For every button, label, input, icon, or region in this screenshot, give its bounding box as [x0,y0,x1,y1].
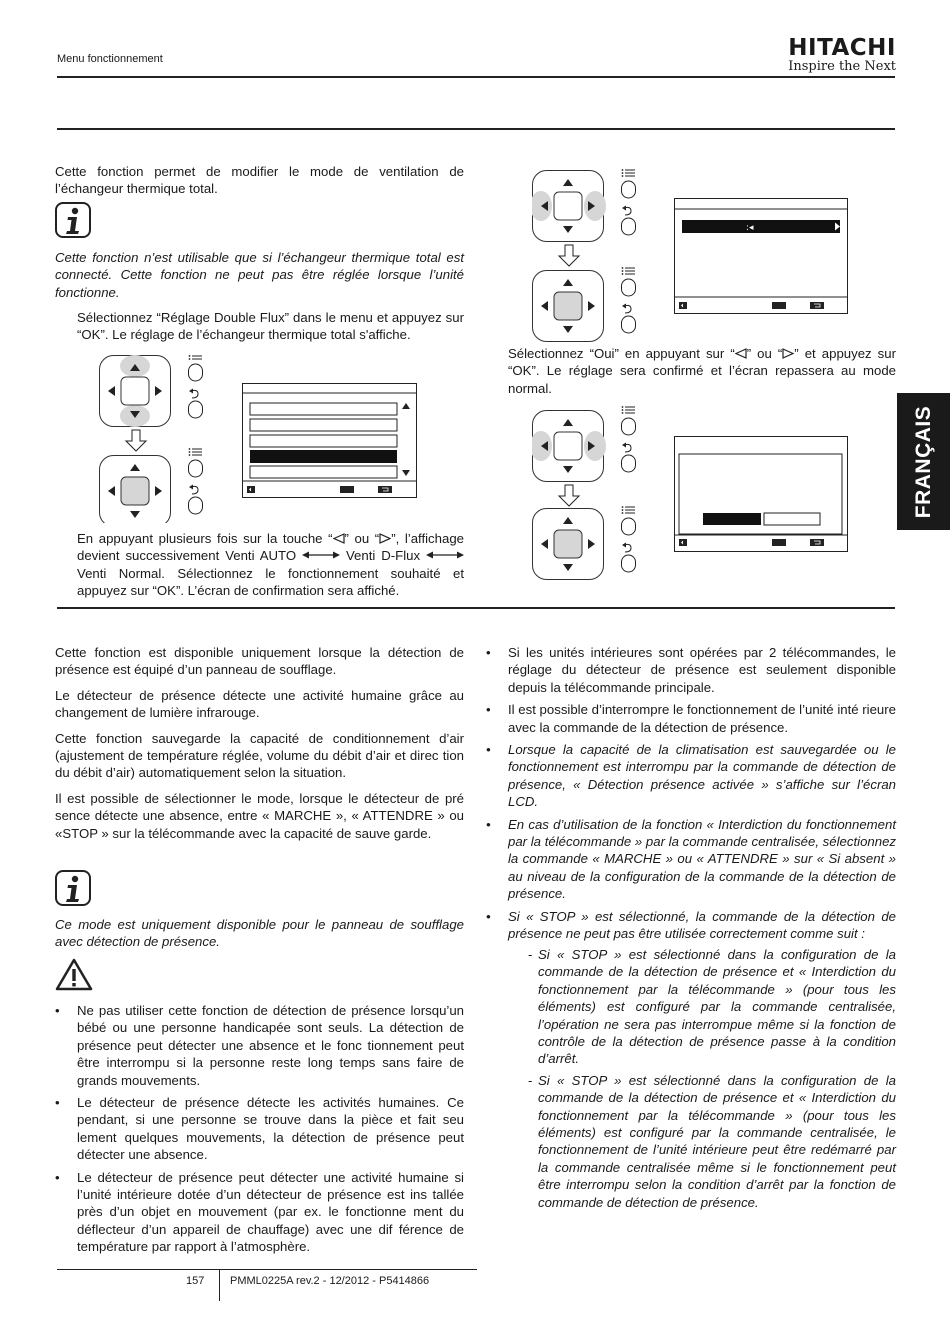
sub-item: - Si « STOP » est sélectionné dans la configuration de la commande de la détection de présence et « Interdiction du fonctionnement par la télécommande » (pour tous les éléments) est configuré par la commande centralisée, l’opération ne sera pas interrompue même si la fonction de contrôle de la détection de présence passe à la condition d’arrêt. [528,946,896,1068]
sub-item: - Si « STOP » est sélectionné dans la configuration de la commande de la détection de présence et « Interdiction du fonctionnement par la télécommande » (pour tous les éléments) est configuré par la commande centralisée, le fonctionnement de l’unité intérieure peut être redémarré par la commande centralisée même si le fonctionnement peut être interrompu selon la condition d’arrêt par la fonction de commande de détection de présence. [528,1072,896,1211]
section1-top-rule [57,128,895,130]
warning-list [55,1002,464,1261]
right-key-icon [379,533,391,544]
dpad-ok-icon [100,456,171,524]
step3-text: Sélectionnez “Oui” en appuyant sur “ [508,346,735,361]
section2-left-paragraphs [55,644,464,842]
right-bullet: • Il est possible d’interrompre le fonctionnement de l’unité inté rieure avec la commande de la détection de présence. [486,701,896,736]
language-tab-label: FRANÇAIS [911,405,935,518]
header-rule [57,76,895,78]
section1-note: Cette fonction n’est utilisable que si l’échangeur thermique total est connecté. Cette fonction ne peut pas être réglée lorsque l’unité fonctionne. [55,250,464,300]
section2-paragraph: Cette fonction sauvegarde la capacité de conditionnement d’air (ajustement de température réglée, volume du débit d’air et direc tion du débit d’air) automatiquement selon la situation. [55,730,464,781]
step2-text: En appuyant plusieurs fois sur la touche “ [77,531,333,546]
right-key-icon [782,348,794,359]
document-code: PMML0225A rev.2 - 12/2012 - P5414866 [230,1275,430,1287]
language-tab [897,393,950,530]
remote-figure-1 [99,355,419,523]
section2-paragraph: Il est possible de sélectionner le mode, lorsque le détecteur de pré sence détecte une absence, entre « MARCHE », « ATTENDRE » ou «STOP » sur la télécommande avec la capacité de sauve garde. [55,790,464,841]
section1-step2 [77,530,464,600]
menu-return-keys-icon [622,506,636,572]
section2-paragraph: Le détecteur de présence détecte une activité humaine grâce au changement de lumière infrarouge. [55,687,464,721]
section1-step3 [508,345,896,397]
footer-rule [57,1269,477,1270]
warning-item: • Le détecteur de présence peut détecter une activité humaine si l’unité intérieure dotée d’un détecteur de présence est ins tallée près d’un objet en mouvement (par ex. le fonctionne ment du déflecteur d’un appareil de chauffage) avec une dif férence de température par rapport à l’atmosphère. [55,1169,464,1256]
menu-return-keys-icon [622,267,636,333]
section2-top-rule [57,607,895,609]
double-arrow-icon [426,550,464,560]
step2-text: ”, l’affichage devient successivement Venti AUTO [77,531,464,564]
lcd-selector-glyph: :◂ [746,223,754,233]
brand-name: HITACHI [788,35,896,61]
section2-right-list [486,644,896,943]
right-bullet: • En cas d’utilisation de la fonction « Interdiction du fonctionnement par la télécommande » par la commande centralisée, sélectionnez la commande « MARCHE » ou « ATTENDRE » sur « Si absent » au niveau de la configuration de la commande de la détection de présence. [486,816,896,903]
left-key-icon [735,348,747,359]
down-arrow-icon [559,485,579,506]
sub-list [528,946,896,1215]
step2-text: ” ou “ [344,531,380,546]
menu-return-keys-icon [622,169,636,235]
dpad-ok-icon [533,271,604,342]
lcd-screen-2 [674,199,848,314]
header-section-title: Menu fonctionnement [57,53,163,65]
warning-item: • Le détecteur de présence détecte les activités humaines. Ce pendant, si une personne se trouve dans la pièce et fait seu lement quelques mouvements, la détection de présence peut détecter une absence. [55,1094,464,1164]
footer-divider [219,1269,220,1301]
right-bullet: • Si « STOP » est sélectionné, la commande de la détection de présence ne peut pas être utilisée correctement comme suit : [486,908,896,943]
brand-tagline: Inspire the Next [788,59,896,74]
remote-figure-3 [532,400,852,582]
page-number: 157 [186,1275,205,1287]
section1-intro: Cette fonction permet de modifier le mode de ventilation de l’échangeur thermique total. [55,164,464,197]
lcd-screen-1 [242,384,417,498]
dpad-ok-icon [533,509,604,580]
step2-venti-dflux: Venti D-Flux [345,548,421,564]
down-arrow-icon [559,245,579,266]
dpad-left-right-icon [532,171,606,242]
dpad-up-down-icon [100,355,171,427]
menu-return-keys-icon [622,406,636,472]
warning-icon [55,958,93,992]
step2-text-end: Venti Normal. Sélectionnez le fonctionnement souhaité et appuyez sur “OK”. L’écran de confirmation sera affiché. [77,565,464,599]
remote-figure-2 [532,160,852,342]
step3-text: ” et appuyez sur “OK”. Le réglage sera confirmé et l’écran repassera au mode normal. [508,346,897,396]
right-bullet: • Lorsque la capacité de la climatisation est sauvegardée ou le fonctionnement est interrompu par la commande de détection de présence, « Détection présence activée » s’affiche sur l’écran LCD. [486,741,896,811]
info-icon [55,202,93,240]
step3-text: ” ou “ [746,346,783,361]
left-key-icon [333,533,345,544]
lcd-screen-3 [674,437,848,552]
section1-step1: Sélectionnez “Réglage Double Flux” dans le menu et appuyez sur “OK”. Le réglage de l’échangeur thermique total s'affiche. [77,310,464,343]
section2-note: Ce mode est uniquement disponible pour le panneau de soufflage avec détection de présence. [55,917,464,950]
dpad-left-right-icon [532,411,606,482]
menu-return-keys-icon [189,355,203,418]
info-icon [55,870,93,908]
warning-item: • Ne pas utiliser cette fonction de détection de présence lorsqu’un bébé ou une personne handicapée sont seuls. La détection de présence peut détecter une absence et le fonc tionnement peut être interrompu si la personne reste long temps sans faire de grands mouvements. [55,1002,464,1089]
section2-paragraph: Cette fonction est disponible uniquement lorsque la détection de présence est équipé d’un panneau de soufflage. [55,645,464,678]
down-arrow-icon [126,430,146,451]
right-bullet: • Si les unités intérieures sont opérées par 2 télécommandes, le réglage du détecteur de présence est seulement disponible depuis la télécommande principale. [486,644,896,696]
double-arrow-icon [302,550,340,560]
hitachi-logo [778,36,896,74]
menu-return-keys-icon [189,448,203,514]
